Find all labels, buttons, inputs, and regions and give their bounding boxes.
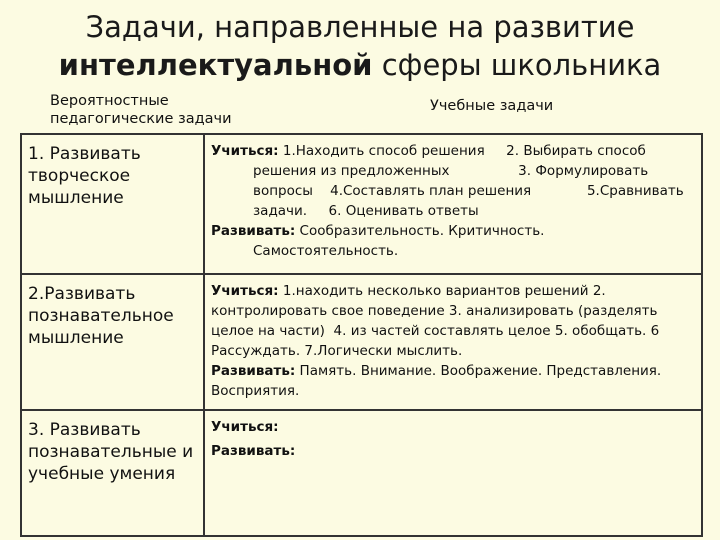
learn-text: 1.Находить способ решения 2. Выбирать способ [278,143,646,159]
goal-cell: 1. Развивать творческое мышление [21,134,204,274]
table-row [21,410,702,536]
develop-text: Самостоятельность. [253,243,399,259]
learn-text: Рассуждать. 7.Логически мыслить. [211,343,463,359]
learn-text: вопросы 4.Составлять план решения 5.Сравнивать [253,183,684,199]
tasks-table [20,133,703,537]
develop-line [211,221,695,241]
develop-text: Сообразительность. Критичность. [295,223,545,239]
develop-text: Восприятия. [211,383,300,399]
develop-text: Память. Внимание. Воображение. Представления. [295,363,662,379]
tasks-cell [204,410,702,536]
develop-label: Развивать: [211,443,296,459]
column-header-right: Учебные задачи [430,98,554,114]
title-bold-word: интеллектуальной [58,48,373,82]
goal-cell: 3. Развивать познавательные и учебные умения [21,410,204,536]
column-header-left-line2: педагогические задачи [50,111,232,127]
learn-text: контролировать свое поведение 3. анализировать (разделять [211,303,658,319]
table-row [21,134,702,274]
column-header-left-line1: Вероятностные [50,93,169,109]
learn-line [211,141,695,161]
title-line-2 [0,46,720,84]
develop-label: Развивать: [211,363,296,379]
develop-label: Развивать: [211,223,296,239]
learn-label: Учиться: [211,143,279,159]
title-rest: сферы школьника [372,48,662,82]
learn-label: Учиться: [211,283,279,299]
learn-line [211,281,695,301]
page-title [0,8,720,84]
develop-line [211,361,695,381]
learn-text: решения из предложенных 3. Формулировать [253,163,649,179]
tasks-cell [204,134,702,274]
column-header-left [50,92,232,128]
learn-text: целое на части) 4. из частей составлять целое 5. обобщать. 6 [211,323,660,339]
develop-line [211,441,695,461]
learn-text: 1.находить несколько вариантов решений 2. [278,283,606,299]
learn-text: задачи. 6. Оценивать ответы [253,203,479,219]
tasks-cell [204,274,702,410]
learn-line [211,417,695,437]
title-line-1: Задачи, направленные на развитие [85,10,635,44]
goal-cell: 2.Развивать познавательное мышление [21,274,204,410]
table-row [21,274,702,410]
learn-label: Учиться: [211,419,279,435]
